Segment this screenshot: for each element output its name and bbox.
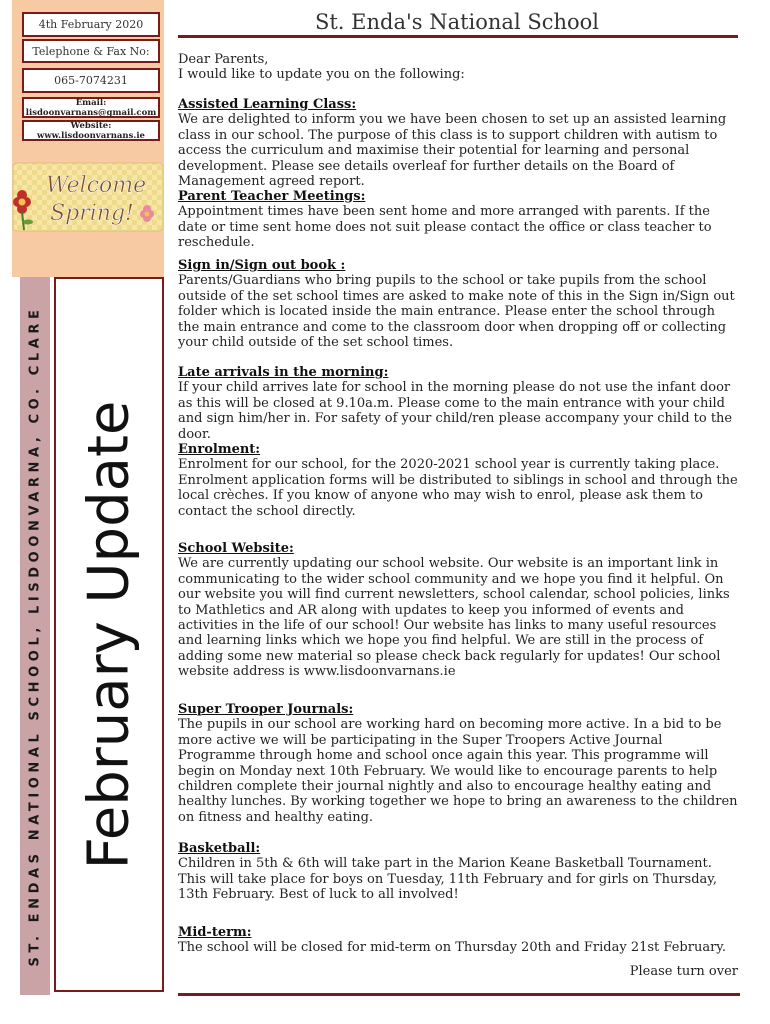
section-body: Enrolment for our school, for the 2020-2021 school year is currently taking place. Enrolment application forms will be distributed to siblings in school and through the local crèches. If you know of anyone who may wish to enrol, please ask them to contact the school directly. — [178, 457, 738, 519]
newsletter-title-box — [54, 277, 164, 992]
website-box — [22, 120, 160, 141]
section-title: Late arrivals in the morning: — [178, 365, 389, 380]
section-body: If your child arrives late for school in the morning please do not use the infant door as this will be closed at 9.10a.m. Please come to the main entrance with your child and sign him/her in. For safety of your child/ren please accompany your child to the door. — [178, 380, 733, 442]
phone-label-box — [22, 39, 160, 63]
date-box — [22, 12, 160, 37]
section-title: Assisted Learning Class: — [178, 97, 357, 112]
section-body: The school will be closed for mid-term on Thursday 20th and Friday 21st February. — [178, 940, 727, 956]
section-body: Parents/Guardians who bring pupils to the school or take pupils from the school outside of the set school times are asked to make note of this in the Sign in/Sign out folder which is located inside the main entrance. Please enter the school through the main entrance and come to the classroom door when dropping off or collecting your child outside of the set school times. — [178, 273, 735, 351]
section-late-arrivals — [178, 365, 738, 442]
phone-number: 065-7074231 — [54, 74, 128, 87]
section-title: Enrolment: — [178, 442, 261, 457]
footer-divider — [178, 993, 740, 996]
header-divider — [178, 35, 738, 38]
section-body: We are delighted to inform you we have been chosen to set up an assisted learning class in our school. The purpose of this class is to support children with autism to access the curriculum and maximise their potential for learning and personal development. Please see details overleaf for further details on the Board of Management agreed report. — [178, 112, 727, 190]
section-title: Super Trooper Journals: — [178, 702, 354, 717]
section-body: Children in 5th & 6th will take part in the Marion Keane Basketball Tournament. This will take place for boys on Tuesday, 11th February and for girls on Thursday, 13th February. Best of luck to all involved! — [178, 856, 718, 903]
section-title: Sign in/Sign out book : — [178, 258, 346, 273]
section-super-trooper — [178, 702, 738, 825]
section-mid-term — [178, 925, 738, 956]
section-parent-teacher — [178, 189, 738, 251]
section-body: Appointment times have been sent home and more arranged with parents. If the date or time sent home does not suit please contact the office or class teacher to reschedule. — [178, 204, 712, 251]
website-text: Website: www.lisdoonvarnans.ie — [37, 120, 145, 141]
section-title: Parent Teacher Meetings: — [178, 189, 366, 204]
section-basketball — [178, 841, 738, 903]
phone-label: Telephone & Fax No: — [32, 44, 150, 58]
school-address-text: ST. ENDAS NATIONAL SCHOOL, LISDOONVARNA, CO. CLARE — [27, 305, 43, 967]
section-title: School Website: — [178, 541, 294, 556]
welcome-line2: Spring! — [50, 201, 134, 226]
greeting: Dear Parents, — [178, 52, 269, 67]
welcome-spring-graphic — [12, 160, 164, 234]
newsletter-title: February Update — [76, 400, 142, 869]
welcome-line1: Welcome — [45, 173, 147, 198]
section-assisted-learning — [178, 97, 738, 189]
intro: I would like to update you on the following: — [178, 67, 465, 83]
section-title: Mid-term: — [178, 925, 252, 940]
email-text: Email: lisdoonvarnans@gmail.com — [25, 97, 157, 118]
section-school-website — [178, 541, 738, 680]
greeting-block — [178, 52, 738, 83]
section-enrolment — [178, 442, 738, 519]
email-box — [22, 97, 160, 118]
phone-box — [22, 68, 160, 93]
school-name: St. Enda's National School — [314, 10, 600, 34]
section-title: Basketball: — [178, 841, 261, 856]
section-sign-in — [178, 258, 738, 350]
sidebar — [0, 0, 168, 1024]
section-body: The pupils in our school are working hard on becoming more active. In a bid to be more active we will be participating in the Super Troopers Active Journal Programme through home and school once again this year. This programme will begin on Monday next 10th February. We would like to encourage parents to help children complete their journal nightly and also to encourage healthy eating and healthy lunches. By working together we hope to bring an awareness to the children on fitness and healthy eating. — [178, 717, 738, 825]
date-text: 4th February 2020 — [38, 18, 144, 31]
section-body: We are currently updating our school website. Our website is an important link in communicating to the wider school community and we hope you find it helpful. On our website you will find current newsletters, school calendar, school policies, links to Mathletics and AR along with updates to keep you informed of events and activities in the life of our school! Our website has links to many useful resources and learning links which we hope you find helpful. We are still in the process of adding some new material so please check back regularly for updates! Our school website address is www.lisdoonvarnans.ie — [178, 556, 730, 680]
please-turn-over: Please turn over — [629, 964, 738, 979]
